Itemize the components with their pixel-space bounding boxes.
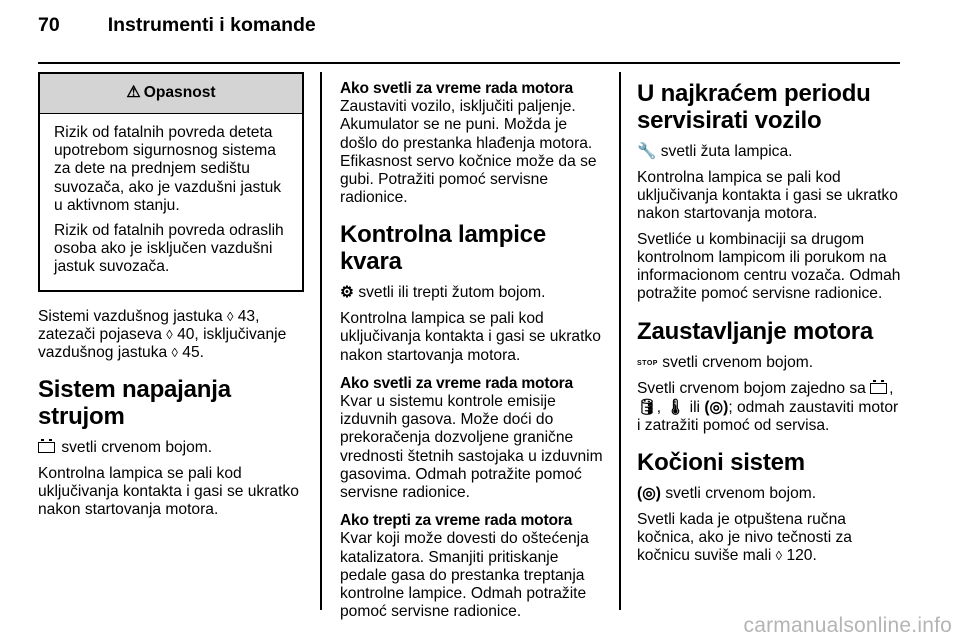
battery-icon — [38, 442, 55, 453]
page-header — [38, 14, 316, 37]
battery-icon — [870, 383, 887, 394]
oil-can-icon: 🛢 — [637, 398, 657, 416]
coolant-temp-icon: 🌡 — [665, 398, 686, 416]
page-ref-arrow-icon: ◊ — [171, 345, 178, 361]
section-heading-brake-system: Kočioni sistem — [637, 448, 805, 476]
page-ref-link[interactable]: 40, isključivanje — [177, 325, 287, 343]
service-text-1: Kontrolna lampica se pali kod uključivanja kontakta i gasi se ukratko nakon startovanja motora. — [637, 168, 898, 223]
engine-check-icon: ⚙ — [340, 284, 354, 302]
warning-box-header — [40, 74, 302, 114]
warning-title: Opasnost — [143, 84, 216, 102]
page-number: 70 — [38, 14, 60, 36]
power-indicator-line: svetli crvenom bojom. — [38, 439, 304, 457]
page-ref-arrow-icon: ◊ — [775, 548, 783, 564]
section-heading-malfunction: Kontrolna lampice kvara — [340, 221, 546, 276]
column-divider-1 — [320, 72, 322, 610]
emission-fault-text: Kvar u sistemu kontrole emisije izduvnih gasova. Može doći do prekoračenja dozvoljene granične vrednosti štetnih sastojaka u izduvnim gasovima. Odmah potražite pomoć servisne radionice. — [340, 392, 603, 501]
page-ref-link[interactable]: 120. — [786, 547, 817, 565]
section-heading-power: Sistem napajanja strujom — [38, 376, 231, 431]
subheading-lit-while-running: Ako svetli za vreme rada motora — [340, 80, 574, 97]
warning-box-body — [40, 114, 302, 290]
column-divider-2 — [619, 72, 621, 610]
malfunction-indicator-line: ⚙ svetli ili trepti žutom bojom. — [340, 284, 546, 302]
page-title: Instrumenti i komande — [107, 14, 316, 36]
service-text-2: Svetliće u kombinaciji sa drugom kontrolnom lampicom ili porukom na informacionom centru vozača. Odmah potražite pomoć servisne radionice. — [637, 230, 901, 303]
stop-indicator-line: STOP svetli crvenom bojom. — [637, 354, 905, 373]
watermark: carmanualsonline.info — [743, 614, 952, 637]
stop-icon: STOP — [637, 359, 658, 367]
catalyst-fault-text: Kvar koji može dovesti do oštećenja katalizatora. Smanjiti pritiskanje pedale gasa do prestanka treptanja kontrolne lampice. Odmah potražite pomoć servisne radionice. — [340, 530, 589, 621]
power-text: Kontrolna lampica se pali kod uključivanja kontakta i gasi se ukratko nakon startovanja motora. — [38, 464, 299, 519]
section-heading-stop-engine: Zaustavljanje motora — [637, 317, 874, 345]
charging-fault-text: Zaustaviti vozilo, isključiti paljenje. Akumulator se ne puni. Možda je došlo do prestanka hlađenja motora. Efikasnost servo kočnice može da se gubi. Potražiti pomoć servisne radionice. — [340, 98, 597, 207]
page-ref-link[interactable]: 43, — [237, 307, 260, 325]
brake-circle-icon: (◎) — [637, 484, 661, 502]
column-2 — [340, 80, 606, 629]
header-rule — [38, 62, 900, 64]
brake-circle-icon: (◎) — [704, 398, 729, 416]
subheading-flashing-while-running: Ako trepti za vreme rada motora — [340, 512, 573, 530]
column-3 — [637, 80, 905, 573]
stop-engine-text: Svetli crvenom bojom zajedno sa , 🛢, 🌡 ili (◎); odmah zaustaviti motor i zatražiti pomoć od servisa. — [637, 380, 899, 434]
malfunction-text: Kontrolna lampica se pali kod uključivanja kontakta i gasi se ukratko nakon startovanja motora. — [340, 310, 601, 364]
brake-indicator-line: (◎) svetli crvenom bojom. — [637, 484, 817, 502]
warning-text-1: Rizik od fatalnih povreda deteta upotrebom sigurnosnog sistema za dete na prednjem sedištu suvozača, ako je vazdušni jastuk u aktivnom stanju. — [54, 124, 282, 214]
section-heading-service-soon: U najkraćem periodu servisirati vozilo — [637, 80, 871, 134]
airbag-references: Sistemi vazdušnog jastuka ◊ 43, zatezači pojaseva ◊ 40, isključivanje vazdušnog jastuka ◊ 45. — [38, 307, 287, 362]
page-ref-arrow-icon: ◊ — [166, 326, 173, 342]
brake-text: Svetli kada je otpuštena ručna kočnica, ako je nivo tečnosti za kočnicu suviše mali ◊ 120. — [637, 510, 852, 565]
warning-triangle-icon: ⚠ — [126, 84, 141, 102]
page-ref-arrow-icon: ◊ — [226, 308, 234, 324]
service-indicator-line: 🔧 svetli žuta lampica. — [637, 143, 793, 160]
danger-warning-box — [38, 72, 304, 292]
column-1 — [38, 72, 304, 527]
subheading-lit-while-running-2: Ako svetli za vreme rada motora — [340, 374, 574, 392]
warning-text-2: Rizik od fatalnih povreda odraslih osoba ako je isključen vazdušni jastuk suvozača. — [54, 222, 284, 276]
wrench-car-icon: 🔧 — [637, 143, 657, 160]
page-ref-link[interactable]: 45. — [182, 344, 204, 362]
